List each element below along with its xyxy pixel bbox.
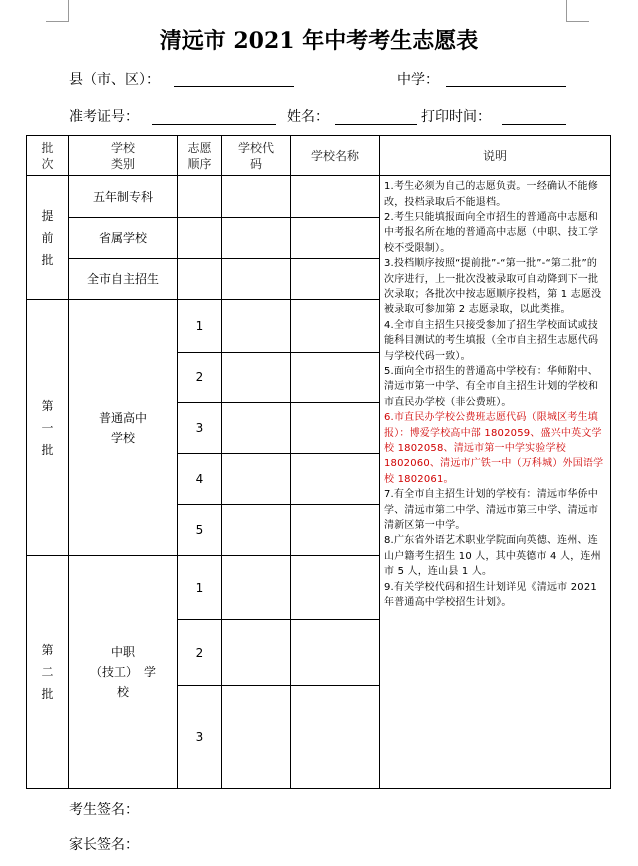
page-title: 清远市 2021 年中考考生志愿表 [159, 28, 479, 54]
note-item: 5.面向全市招生的普通高中学校有：华师附中、清远市第一中学、有全市自主招生计划的学校和市直民办学校（非公费班）。 [384, 365, 599, 408]
crop-mark [68, 0, 69, 22]
name-field[interactable] [335, 124, 417, 125]
category-provincial: 省属学校 [69, 218, 178, 259]
code-cell[interactable] [222, 685, 291, 788]
school-name-cell[interactable] [291, 402, 380, 453]
code-cell[interactable] [222, 620, 291, 685]
notes-header: 说明 [380, 136, 611, 176]
order-cell: 3 [178, 402, 222, 453]
name-label: 姓名： [287, 109, 329, 125]
note-item: 9.有关学校代码和招生计划详见《清远市 2021 年普通高中学校招生计划》。 [384, 581, 597, 609]
print-time-field[interactable] [502, 124, 566, 125]
code-cell[interactable] [222, 176, 291, 218]
exam-no-label: 准考证号： [69, 109, 139, 125]
school-name-cell[interactable] [291, 300, 380, 352]
parent-signature-label: 家长签名： [69, 837, 139, 853]
student-signature-label: 考生签名： [69, 802, 139, 818]
code-cell[interactable] [222, 300, 291, 352]
order-cell: 1 [178, 300, 222, 352]
print-time-label: 打印时间： [421, 109, 491, 125]
batch-first: 第 一 批 [27, 300, 69, 556]
category-city-self: 全市自主招生 [69, 259, 178, 300]
crop-mark [567, 21, 589, 22]
code-cell[interactable] [222, 402, 291, 453]
category-five-year: 五年制专科 [69, 176, 178, 218]
order-cell: 1 [178, 556, 222, 620]
school-name-cell[interactable] [291, 176, 380, 218]
school-field[interactable] [446, 86, 566, 87]
order-cell: 5 [178, 505, 222, 556]
category-vocational: 中职 （技工） 学 校 [69, 556, 178, 789]
notes-cell [380, 176, 611, 789]
header-row [27, 136, 611, 176]
order-cell: 3 [178, 685, 222, 788]
note-item: 7.有全市自主招生计划的学校有：清远市华侨中学、清远市第二中学、清远市第三中学、清远市清新区第一中学。 [384, 489, 599, 532]
application-table [26, 135, 611, 789]
school-name-cell[interactable] [291, 505, 380, 556]
school-name-cell[interactable] [291, 218, 380, 259]
school-name-cell[interactable] [291, 556, 380, 620]
note-item: 1.考生必须为自己的志愿负责。一经确认不能修改，投档录取后不能退档。 [384, 181, 598, 208]
note-item: 4.全市自主招生只接受参加了招生学校面试或技能科目测试的考生填报（全市自主招生志愿代码与学校代码一致）。 [384, 319, 599, 362]
order-cell[interactable] [178, 176, 222, 218]
code-cell[interactable] [222, 352, 291, 402]
crop-mark [566, 0, 567, 22]
code-cell[interactable] [222, 453, 291, 504]
order-cell[interactable] [178, 259, 222, 300]
school-label: 中学： [397, 72, 439, 88]
category-header: 学校 类别 [69, 136, 178, 176]
exam-no-field[interactable] [152, 124, 276, 125]
school-name-cell[interactable] [291, 620, 380, 685]
order-cell: 2 [178, 352, 222, 402]
county-field[interactable] [174, 86, 294, 87]
code-cell[interactable] [222, 505, 291, 556]
batch-early: 提 前 批 [27, 176, 69, 300]
note-item: 8.广东省外语艺术职业学院面向英德、连州、连山户籍考生招生 10 人，其中英德市 4 人，连州市 5 人，连山县 1 人。 [384, 535, 601, 578]
code-cell[interactable] [222, 218, 291, 259]
county-label: 县（市、区）： [69, 72, 160, 88]
note-item: 3.投档顺序按照“提前批”-“第一批”-“第二批”的次序进行，上一批次没被录取可自动降到下一批次录取；各批次中按志愿顺序投档，第 1 志愿没被录取可参加第 2 志愿录取，以此类推。 [384, 258, 602, 316]
note-item: 2.考生只能填报面向全市招生的普通高中志愿和中考报名所在地的普通高中志愿（中职、技工学校不受限制）。 [384, 211, 599, 254]
code-cell[interactable] [222, 259, 291, 300]
batch-second: 第 二 批 [27, 556, 69, 789]
code-header: 学校代 码 [222, 136, 291, 176]
school-name-cell[interactable] [291, 453, 380, 504]
code-cell[interactable] [222, 556, 291, 620]
batch-header: 批 次 [27, 136, 69, 176]
school-name-cell[interactable] [291, 259, 380, 300]
order-cell: 4 [178, 453, 222, 504]
crop-mark [46, 21, 68, 22]
school-name-header: 学校名称 [291, 136, 380, 176]
school-name-cell[interactable] [291, 685, 380, 788]
note-item-highlight: 6.市直民办学校公费班志愿代码（限城区考生填报）：博爱学校高中部 1802059、盛兴中英文学校 1802058、清远市第一中学实验学校 1802060、清远市广铁一中（万科城）外国语学校 1802061。 [384, 412, 604, 485]
order-cell: 2 [178, 620, 222, 685]
order-cell[interactable] [178, 218, 222, 259]
order-header: 志愿 顺序 [178, 136, 222, 176]
school-name-cell[interactable] [291, 352, 380, 402]
category-general-high: 普通高中 学校 [69, 300, 178, 556]
